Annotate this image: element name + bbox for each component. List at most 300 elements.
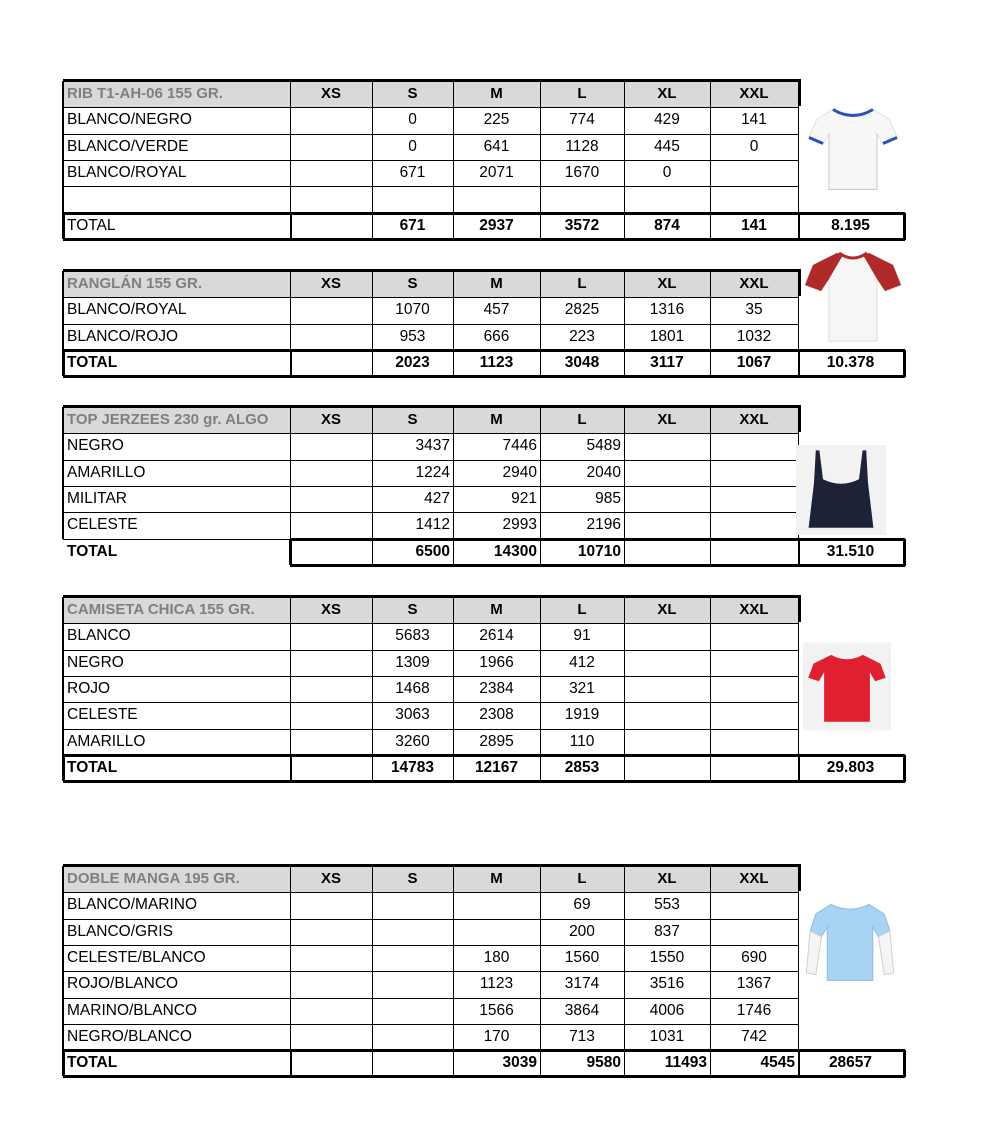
grid-line [290,350,292,376]
grid-line [624,407,625,539]
grid-line [63,512,64,538]
grid-line [290,213,292,239]
qty-xxl: 0 [749,137,759,155]
grid-line [63,269,800,272]
table-row [63,676,798,702]
grid-line [63,512,798,513]
table-row [63,160,798,186]
red-womens-tshirt-image [803,633,891,740]
qty-xl: 4006 [649,1001,685,1019]
total-row [63,1050,903,1076]
grid-line [63,460,798,461]
qty-xl: 3516 [649,975,685,993]
qty-xs [290,134,372,160]
qty-m: 2895 [479,732,514,750]
grid-line [63,79,800,82]
qty-m: 1123 [479,975,514,993]
qty-l: 3174 [564,975,600,993]
grid-line [540,1050,541,1076]
table-row [63,919,798,945]
table-row [63,512,798,538]
grid-line [63,160,798,161]
grid-line [624,597,625,755]
grid-line [63,1024,798,1025]
qty-m: 921 [511,489,537,507]
size-header-l: L [540,597,624,623]
total-xxl [710,539,798,565]
qty-s: 953 [399,327,426,345]
qty-l: 321 [569,679,595,697]
qty-l: 223 [569,327,595,345]
qty-xl [624,486,710,512]
qty-xs [290,971,372,997]
qty-l: 1560 [564,948,600,966]
qty-l: 774 [569,111,595,129]
grid-line [903,350,906,377]
qty-xs [290,324,372,350]
grid-line [798,1050,800,1076]
grid-line [798,755,800,781]
qty-s: 0 [408,111,417,129]
qty-l: 2196 [586,516,621,534]
grid-line [372,866,373,1050]
grid-line [63,595,800,598]
size-header-xxl: XXL [710,81,798,107]
grid-line [62,271,64,350]
total-l: 3048 [564,353,600,371]
color-name: CELESTE [67,516,138,534]
color-name: AMARILLO [67,463,146,481]
qty-xxl: 690 [741,948,767,966]
qty-xs [290,297,372,323]
total-m: 3039 [502,1054,537,1072]
qty-s: 5683 [395,627,430,645]
table-row [63,433,798,459]
table-row [63,892,798,918]
grid-line [453,866,454,1050]
qty-l: 2825 [564,301,600,319]
total-label: TOTAL [67,758,118,776]
grid-line [453,81,454,213]
grid-line [372,597,373,755]
grid-line [62,213,65,239]
grid-line [903,1050,906,1077]
grid-line [710,866,711,1050]
qty-s: 1468 [395,679,430,697]
grand-total: 10.378 [826,353,875,371]
table-header-row [63,271,798,297]
qty-m [453,919,540,945]
size-header-xs: XS [290,407,372,433]
grid-line [540,407,541,539]
total-s: 2023 [395,353,430,371]
qty-xl: 0 [662,163,672,181]
qty-xl: 553 [654,896,680,914]
qty-xs [290,945,372,971]
total-xs [290,213,372,239]
total-xs [290,539,372,565]
size-header-s: S [372,866,453,892]
total-s: 14783 [390,758,435,776]
qty-s: 0 [408,137,417,155]
grid-line [63,349,905,352]
qty-xs [290,919,372,945]
qty-m: 225 [483,111,510,129]
total-xl: 11493 [664,1054,707,1072]
grid-line [540,350,541,376]
grid-line [624,350,625,376]
total-m: 14300 [493,542,537,560]
size-header-l: L [540,866,624,892]
grid-line [290,539,292,565]
size-header-xl: XL [624,597,710,623]
grid-line [63,405,800,408]
size-header-xxl: XXL [710,597,798,623]
qty-xs [290,1024,372,1050]
size-header-s: S [372,271,453,297]
grid-line [540,271,541,350]
qty-xxl: 35 [745,301,763,319]
qty-xl [624,650,710,676]
grid-line [540,539,541,565]
table-title: RIB T1-AH-06 155 GR. [63,81,290,107]
grid-line [540,755,541,781]
qty-l: 3864 [564,1001,600,1019]
grid-line [710,407,711,539]
grid-line [372,271,373,350]
total-label: TOTAL [67,353,118,371]
total-row [63,755,903,781]
size-header-xxl: XXL [710,407,798,433]
table-row [63,623,798,649]
grid-line [63,1075,905,1078]
qty-xs [290,186,372,212]
qty-xs [290,486,372,512]
grid-line [540,81,541,213]
qty-xs [290,512,372,538]
grid-line [540,213,541,239]
qty-xxl [710,433,798,459]
grid-line [63,971,798,972]
size-header-s: S [372,407,453,433]
qty-l: 412 [569,653,595,671]
white-ringer-tshirt-blue-trim-image [803,95,903,200]
color-name: AMARILLO [67,732,146,750]
total-xs [290,1050,372,1076]
qty-m [453,892,540,918]
grid-line [63,754,905,757]
table-row [63,186,798,212]
grid-line [63,919,798,920]
grid-line [903,755,906,782]
qty-xl: 445 [654,137,680,155]
total-xs [290,755,372,781]
grid-line [540,866,541,1050]
color-name: BLANCO/VERDE [67,137,189,155]
table-row [63,945,798,971]
grid-line [453,350,454,376]
grid-line [372,1050,373,1076]
grid-line [540,597,541,755]
grid-line [710,539,711,565]
color-name: CELESTE [67,706,138,724]
qty-xxl [710,512,798,538]
qty-m: 666 [483,327,510,345]
qty-s: 1224 [415,463,450,481]
qty-l: 1919 [564,706,600,724]
size-header-xs: XS [290,597,372,623]
grid-line [624,213,625,239]
table-header-row [63,866,798,892]
size-header-m: M [453,271,540,297]
grid-line [710,213,711,239]
size-header-m: M [453,866,540,892]
total-label: TOTAL [67,216,116,234]
grid-line [63,945,798,946]
qty-xxl [710,160,798,186]
qty-xxl [710,623,798,649]
qty-xs [290,623,372,649]
grid-line [62,350,65,376]
size-header-xxl: XXL [710,271,798,297]
grid-line [290,407,291,539]
grid-line [290,271,291,350]
qty-m: 2071 [479,163,514,181]
qty-xxl: 1032 [736,327,772,345]
color-name: NEGRO [67,437,124,455]
qty-xl [624,512,710,538]
color-name: BLANCO/ROJO [67,327,179,345]
grid-line [63,676,798,677]
grid-line [63,212,905,215]
qty-s [372,945,453,971]
total-label: TOTAL [67,1054,118,1072]
qty-xl: 837 [654,922,680,940]
qty-xs [290,460,372,486]
qty-l: 2040 [586,463,621,481]
table-row [63,107,798,133]
size-header-s: S [372,81,453,107]
grid-line [624,755,625,781]
size-header-m: M [453,597,540,623]
total-xl: 874 [654,216,680,234]
qty-xs [290,107,372,133]
grand-total: 8.195 [831,216,870,234]
qty-l: 200 [569,922,595,940]
grid-line [453,271,454,350]
qty-m: 641 [483,137,510,155]
color-name: BLANCO [67,627,131,645]
total-xxl [710,755,798,781]
qty-xl: 1031 [649,1027,685,1045]
grid-line [624,271,625,350]
table-row [63,702,798,728]
total-m: 12167 [474,758,519,776]
grid-line [63,107,798,108]
qty-xl: 1801 [649,327,685,345]
grid-line [710,81,711,213]
qty-xxl [710,702,798,728]
grid-line [62,866,64,1050]
size-header-l: L [540,81,624,107]
qty-xxl [710,892,798,918]
qty-m: 170 [483,1027,510,1045]
grid-line [63,1049,905,1052]
qty-xs [290,702,372,728]
qty-xl: 1316 [649,301,685,319]
qty-s: 3260 [395,732,430,750]
qty-s: 1412 [415,516,450,534]
size-header-m: M [453,81,540,107]
table-row [63,486,798,512]
color-name: ROJO/BLANCO [67,975,179,993]
grid-line [63,998,798,999]
qty-xl [624,729,710,755]
qty-m: 2614 [479,627,514,645]
qty-xs [290,160,372,186]
qty-m: 2384 [479,679,514,697]
qty-s: 671 [399,163,426,181]
total-xxl: 1067 [736,353,772,371]
grid-line [63,729,798,730]
grid-line [453,755,454,781]
grid-line [62,81,64,213]
grid-line [372,350,373,376]
size-header-xs: XS [290,81,372,107]
grid-line [63,780,905,783]
table-row [63,729,798,755]
grid-line [798,350,800,376]
color-name: BLANCO/ROYAL [67,301,187,319]
qty-m: 2993 [502,516,537,534]
grid-line [63,650,798,651]
grid-line [63,623,798,624]
table-row [63,324,798,350]
qty-s [372,892,453,918]
qty-xs [290,433,372,459]
qty-m: 2940 [502,463,537,481]
grid-line [63,186,798,187]
total-s: 6500 [415,542,450,560]
total-xl: 3117 [650,353,684,371]
qty-s [372,186,453,212]
qty-l: 1670 [564,163,600,181]
qty-xl [624,702,710,728]
qty-l: 1128 [565,137,599,155]
color-name: BLANCO/ROYAL [67,163,187,181]
qty-m [453,186,540,212]
grid-line [290,81,291,213]
total-xs [290,350,372,376]
qty-s: 1309 [395,653,430,671]
size-header-l: L [540,271,624,297]
grid-line [903,213,906,240]
grid-line [290,755,292,781]
grand-total: 28657 [828,1054,873,1072]
total-m: 2937 [479,216,514,234]
qty-xl [624,460,710,486]
total-l: 10710 [577,542,621,560]
qty-l: 5489 [586,437,621,455]
color-name: NEGRO [67,653,124,671]
table-title: DOBLE MANGA 195 GR. [63,866,290,892]
size-header-m: M [453,407,540,433]
color-name: CELESTE/BLANCO [67,948,206,966]
navy-tank-top-image [796,437,886,543]
table-row [63,971,798,997]
qty-xs [290,650,372,676]
grid-line [624,539,625,565]
light-blue-double-sleeve-tshirt-image [800,893,900,988]
grid-line [453,1050,454,1076]
qty-m: 457 [483,301,510,319]
qty-l: 69 [573,896,591,914]
grid-line [710,1050,711,1076]
grid-line [372,539,373,565]
qty-s: 3437 [415,437,450,455]
qty-xs [290,729,372,755]
grid-line [798,597,799,755]
qty-xl: 1550 [649,948,685,966]
total-s: 671 [399,216,426,234]
grid-line [710,597,711,755]
total-xl [624,539,710,565]
table-row [63,998,798,1024]
grid-line [624,1050,625,1076]
qty-l [540,186,624,212]
qty-s [372,971,453,997]
grand-total: 31.510 [826,542,875,560]
table-row [63,460,798,486]
grid-line [63,433,798,434]
size-header-s: S [372,597,453,623]
total-m: 1123 [479,353,514,371]
color-name [63,186,290,212]
grid-line [63,134,798,135]
total-l: 9580 [586,1054,621,1072]
qty-xs [290,892,372,918]
qty-xl [624,186,710,212]
total-l: 2853 [564,758,600,776]
qty-xl [624,623,710,649]
grid-line [372,755,373,781]
table-title: TOP JERZEES 230 gr. ALGO [63,407,290,433]
grid-line [798,213,800,239]
grid-line [798,81,799,213]
grid-line [63,375,905,378]
table-header-row [63,81,798,107]
table-row [63,1024,798,1050]
grid-line [453,213,454,239]
grid-line [624,81,625,213]
grid-line [453,539,454,565]
total-row [63,539,903,565]
qty-xxl: 141 [741,111,767,129]
color-name: NEGRO/BLANCO [67,1027,192,1045]
qty-l: 110 [569,732,595,750]
grid-line [62,755,65,781]
grid-line [290,564,905,567]
grid-line [798,271,799,350]
grid-line [453,407,454,539]
size-header-l: L [540,407,624,433]
qty-xxl [710,729,798,755]
qty-s [372,919,453,945]
total-label: TOTAL [67,542,118,560]
qty-xs [290,676,372,702]
qty-m: 2308 [479,706,514,724]
grid-line [290,866,291,1050]
